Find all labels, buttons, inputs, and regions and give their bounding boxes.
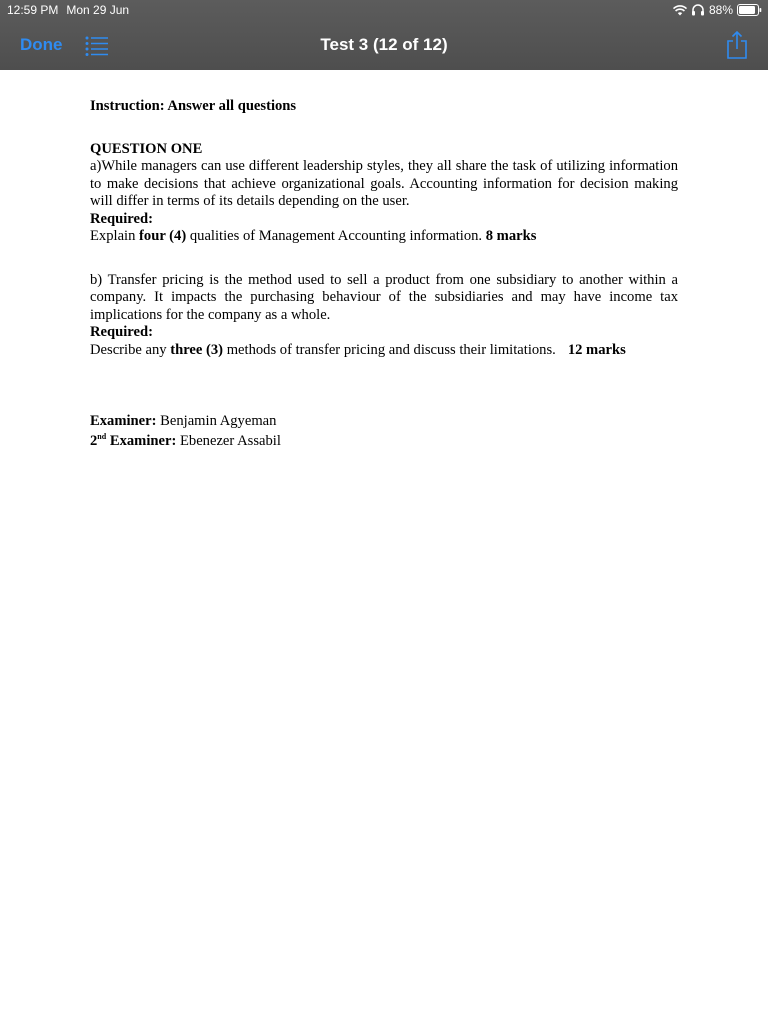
top-chrome	[0, 0, 768, 70]
part-a-task-suffix: qualities of Management Accounting information.	[186, 228, 486, 244]
instruction: Instruction: Answer all questions	[90, 98, 297, 114]
part-b-marks: 12 marks	[567, 341, 626, 358]
wifi-icon	[673, 5, 687, 16]
second-examiner-ordinal: nd	[97, 432, 107, 441]
done-button[interactable]: Done	[20, 35, 63, 54]
second-examiner-label: Examiner:	[106, 433, 177, 449]
part-b-task-suffix: methods of transfer pricing and discuss their limitations.	[223, 341, 556, 358]
status-date: Mon 29 Jun	[66, 3, 130, 17]
headphones-icon	[691, 4, 705, 16]
document-title: Test 3 (12 of 12)	[320, 35, 448, 54]
part-b-task-count: three (3)	[170, 341, 224, 358]
examiner-label: Examiner:	[90, 413, 157, 429]
battery-percent: 88%	[708, 3, 733, 17]
part-a-task	[90, 228, 678, 246]
part-a-marks: 8 marks	[485, 228, 537, 244]
part-b-required: Required:	[90, 324, 153, 340]
part-b-text: b) Transfer pricing is the method used to sell a product from one subsidiary to another within a company. It impacts the purchasing behaviour of the subsidiaries and may have income tax implications for the company as a whole.	[90, 271, 678, 323]
second-examiner-line	[90, 431, 678, 451]
nav-bar	[0, 20, 768, 70]
status-right	[673, 0, 762, 20]
examiner-name: Benjamin Agyeman	[156, 413, 277, 429]
share-icon[interactable]	[725, 30, 749, 60]
part-b-task	[90, 342, 678, 360]
status-time: 12:59 PM	[7, 3, 59, 17]
part-a-task-count: four (4)	[139, 228, 187, 244]
part-b-task-prefix: Describe any	[90, 341, 171, 358]
document-page	[90, 98, 678, 451]
part-a-task-prefix: Explain	[90, 228, 140, 244]
second-examiner-name: Ebenezer Assabil	[176, 433, 281, 449]
battery-icon	[737, 4, 762, 16]
part-a-text: a)While managers can use different leadership styles, they all share the task of utilizing information to make decisions that achieve organizational goals. Accounting information for decision making will differ in terms of its details depending on the user.	[90, 158, 678, 209]
part-a-required: Required:	[90, 210, 153, 227]
examiner-line	[90, 411, 678, 431]
second-examiner-number: 2	[90, 433, 98, 449]
question-one-heading: QUESTION ONE	[90, 140, 203, 157]
status-left	[7, 0, 129, 20]
status-bar	[0, 0, 768, 20]
list-icon[interactable]	[85, 35, 109, 57]
